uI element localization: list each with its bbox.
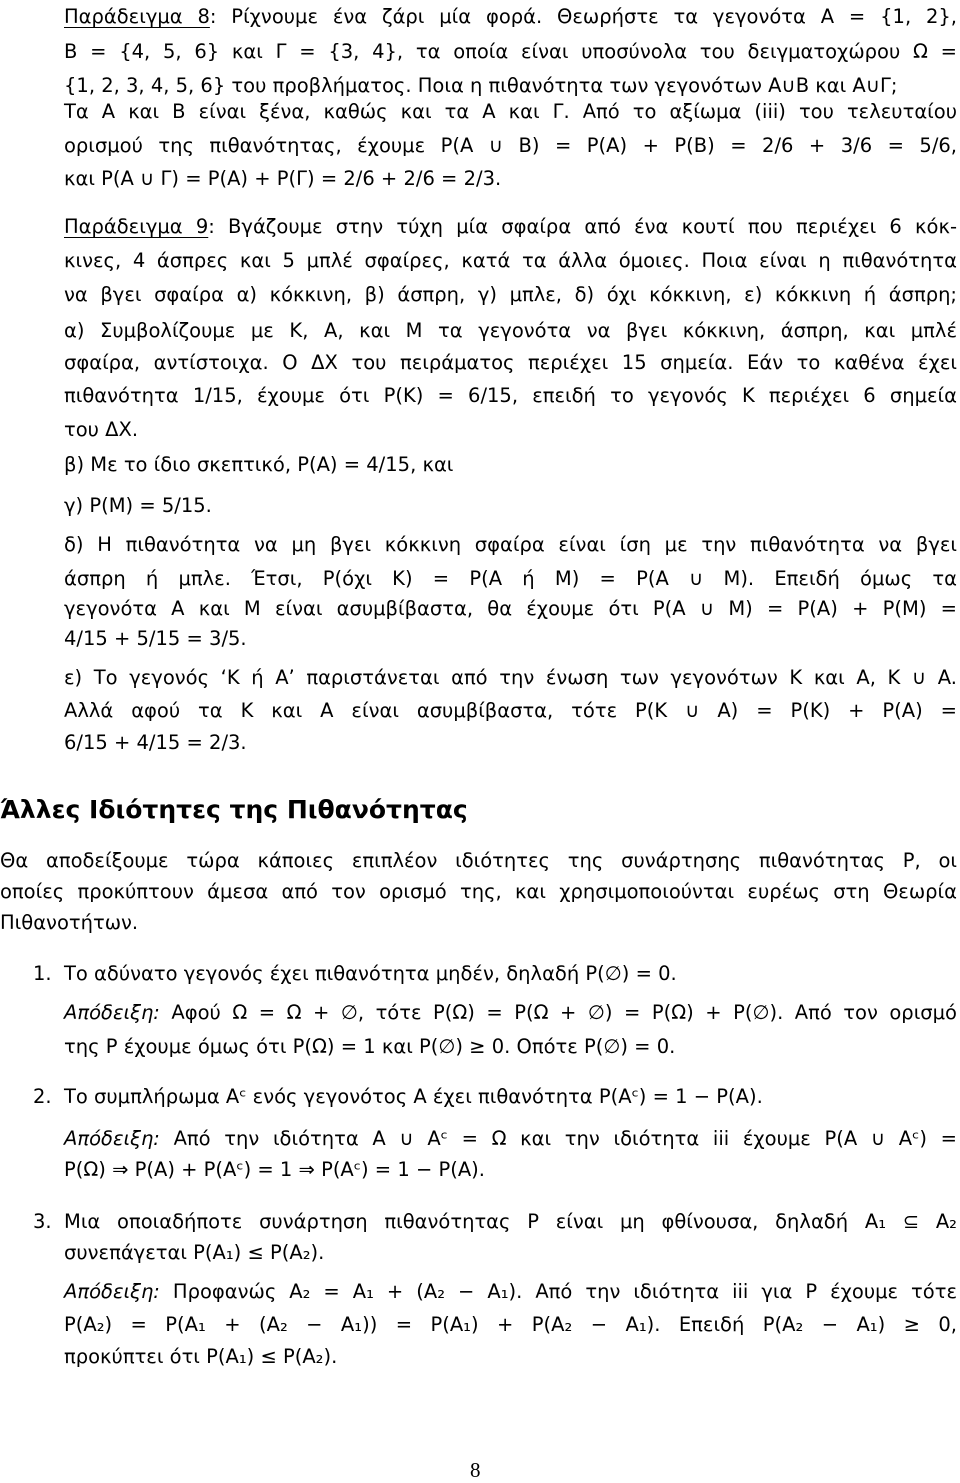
- example9-d-line-1: δ) Η πιθανότητα να μη βγει κόκκινη σφαίρα είναι ίση με την πιθανότητα να βγει: [64, 533, 957, 556]
- example8-line-2: B = {4, 5, 6} και Γ = {3, 4}, τα οποία είναι υποσύνολα του δειγματοχώρου Ω =: [64, 40, 957, 63]
- example9-d-line-4: 4/15 + 5/15 = 3/5.: [64, 627, 247, 650]
- example9-d-line-2: άσπρη ή μπλε. Έτσι, P(όχι K) = P(A ή M) = P(A ∪ M). Επειδή όμως τα: [64, 567, 957, 590]
- example8-line-1: Παράδειγμα 8: Ρίχνουμε ένα ζάρι μία φορά. Θεωρήστε τα γεγονότα A = {1, 2},: [64, 5, 957, 28]
- proof-label: Απόδειξη:: [64, 1280, 160, 1303]
- section-paragraph-line-2: οποίες προκύπτουν άμεσα από τον ορισμό της, και χρησιμοποιούνται ευρέως στη Θεωρία: [0, 880, 957, 903]
- example9-b-line: β) Με το ίδιο σκεπτικό, P(A) = 4/15, και: [64, 453, 454, 476]
- item-proof-line-2: P(A₂) = P(A₁ + (A₂ − A₁)) = P(A₁) + P(A₂ − A₁). Επειδή P(A₂ − A₁) ≥ 0,: [64, 1313, 957, 1336]
- example9-line-3: να βγει σφαίρα α) κόκκινη, β) άσπρη, γ) μπλε, δ) όχι κόκκινη, ε) κόκκινη ή άσπρη;: [64, 283, 957, 306]
- example8-line-5: ορισμού της πιθανότητας, έχουμε P(A ∪ B) = P(A) + P(B) = 2/6 + 3/6 = 5/6,: [64, 134, 957, 157]
- example9-e-line-3: 6/15 + 4/15 = 2/3.: [64, 731, 247, 754]
- section-title: Άλλες Ιδιότητες της Πιθανότητας: [0, 795, 468, 824]
- item-statement-line-1: Μια οποιαδήποτε συνάρτηση πιθανότητας P είναι μη φθίνουσα, δηλαδή A₁ ⊆ A₂: [64, 1210, 957, 1233]
- example9-d-line-3: γεγονότα A και M είναι ασυμβίβαστα, θα έχουμε ότι P(A ∪ M) = P(A) + P(M) =: [64, 597, 957, 620]
- item-statement: Το συμπλήρωμα Aᶜ ενός γεγονότος A έχει πιθανότητα P(Aᶜ) = 1 − P(A).: [64, 1085, 763, 1108]
- example9-a-line-4: του ΔΧ.: [64, 418, 139, 441]
- example9-a-line-1: α) Συμβολίζουμε με K, A, και M τα γεγονότα να βγει κόκκινη, άσπρη, και μπλέ: [64, 319, 957, 342]
- proof-label: Απόδειξη:: [64, 1127, 160, 1150]
- example9-label: Παράδειγμα 9: [64, 215, 209, 238]
- item-proof-line-2: P(Ω) ⇒ P(A) + P(Aᶜ) = 1 ⇒ P(Aᶜ) = 1 − P(A).: [64, 1158, 485, 1181]
- item-proof-line-3: προκύπτει ότι P(A₁) ≤ P(A₂).: [64, 1345, 338, 1368]
- item-proof-line-1: Απόδειξη: Από την ιδιότητα A ∪ Aᶜ = Ω και την ιδιότητα iii έχουμε P(A ∪ Aᶜ) =: [64, 1127, 957, 1150]
- item-number: 1.: [33, 962, 52, 985]
- page-number: 8: [470, 1458, 481, 1482]
- item-proof-line-1: Απόδειξη: Αφού Ω = Ω + ∅, τότε P(Ω) = P(Ω + ∅) = P(Ω) + P(∅). Από τον ορισμό: [64, 1001, 957, 1024]
- example9-line-2: κινες, 4 άσπρες και 5 μπλέ σφαίρες, κατά τα άλλα όμοιες. Ποια είναι η πιθανότητα: [64, 249, 957, 272]
- section-paragraph-line-3: Πιθανοτήτων.: [0, 911, 139, 934]
- example9-a-line-2: σφαίρα, αντίστοιχα. Ο ΔΧ του πειράματος περιέχει 15 σημεία. Εάν το καθένα έχει: [64, 351, 957, 374]
- example8-line-4: Τα A και B είναι ξένα, καθώς και τα A και Γ. Από το αξίωμα (iii) του τελευταίου: [64, 100, 957, 123]
- item-number: 2.: [33, 1085, 52, 1108]
- proof-label: Απόδειξη:: [64, 1001, 160, 1024]
- item-proof-line-2: της P έχουμε όμως ότι P(Ω) = 1 και P(∅) ≥ 0. Οπότε P(∅) = 0.: [64, 1035, 676, 1058]
- item-statement-line-2: συνεπάγεται P(A₁) ≤ P(A₂).: [64, 1241, 325, 1264]
- item-statement: Το αδύνατο γεγονός έχει πιθανότητα μηδέν, δηλαδή P(∅) = 0.: [64, 962, 677, 985]
- example9-e-line-2: Αλλά αφού τα K και A είναι ασυμβίβαστα, τότε P(K ∪ A) = P(K) + P(A) =: [64, 699, 957, 722]
- example9-line-1: Παράδειγμα 9: Βγάζουμε στην τύχη μία σφαίρα από ένα κουτί που περιέχει 6 κόκ-: [64, 215, 957, 238]
- example8-line-6: και P(A ∪ Γ) = P(A) + P(Γ) = 2/6 + 2/6 = 2/3.: [64, 167, 502, 190]
- example8-line-3: {1, 2, 3, 4, 5, 6} του προβλήματος. Ποια η πιθανότητα των γεγονότων A∪B και A∪Γ;: [64, 74, 898, 97]
- item-number: 3.: [33, 1210, 52, 1233]
- example8-label: Παράδειγμα 8: [64, 5, 210, 28]
- example9-a-line-3: πιθανότητα 1/15, έχουμε ότι P(K) = 6/15, επειδή το γεγονός K περιέχει 6 σημεία: [64, 384, 957, 407]
- example9-e-line-1: ε) Το γεγονός ‘K ή A’ παριστάνεται από την ένωση των γεγονότων K και A, K ∪ A.: [64, 666, 957, 689]
- item-proof-line-1: Απόδειξη: Προφανώς A₂ = A₁ + (A₂ − A₁). Από την ιδιότητα iii για P έχουμε τότε: [64, 1280, 958, 1303]
- section-paragraph-line-1: Θα αποδείξουμε τώρα κάποιες επιπλέον ιδιότητες της συνάρτησης πιθανότητας P, οι: [0, 849, 957, 872]
- example9-c-line: γ) P(M) = 5/15.: [64, 494, 212, 517]
